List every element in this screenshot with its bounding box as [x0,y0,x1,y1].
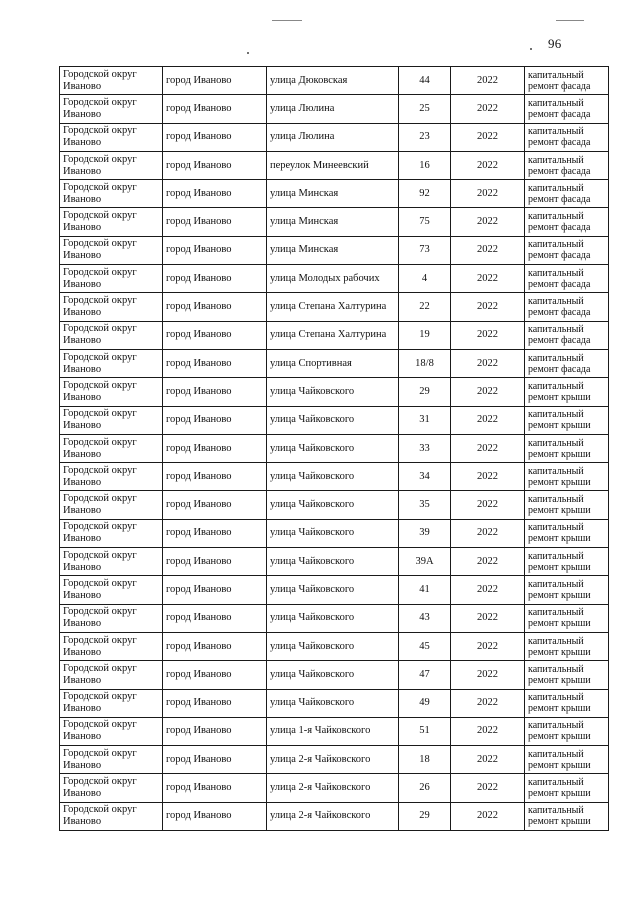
year-cell: 2022 [451,180,525,208]
okrug-cell: Городской округ Иваново [60,689,163,717]
work-type-cell: капитальный ремонт фасада [525,293,609,321]
street-cell: улица Степана Халтурина [267,293,399,321]
work-type-cell: капитальный ремонт фасада [525,151,609,179]
okrug-cell: Городской округ Иваново [60,236,163,264]
work-type-cell: капитальный ремонт фасада [525,208,609,236]
table-row [60,519,609,547]
house-number-cell: 29 [399,802,451,830]
table-row [60,321,609,349]
street-cell: улица Чайковского [267,576,399,604]
table-row [60,151,609,179]
okrug-cell: Городской округ Иваново [60,180,163,208]
scan-dot [530,48,532,50]
work-type-cell: капитальный ремонт крыши [525,406,609,434]
okrug-cell: Городской округ Иваново [60,774,163,802]
house-number-cell: 39 [399,519,451,547]
city-cell: город Иваново [163,321,267,349]
okrug-cell: Городской округ Иваново [60,548,163,576]
work-type-cell: капитальный ремонт фасада [525,321,609,349]
table-row [60,717,609,745]
house-number-cell: 73 [399,236,451,264]
year-cell: 2022 [451,802,525,830]
city-cell: город Иваново [163,349,267,377]
house-number-cell: 29 [399,378,451,406]
city-cell: город Иваново [163,95,267,123]
street-cell: улица Чайковского [267,661,399,689]
house-number-cell: 34 [399,463,451,491]
work-type-cell: капитальный ремонт фасада [525,265,609,293]
table-row [60,802,609,830]
city-cell: город Иваново [163,746,267,774]
house-number-cell: 33 [399,434,451,462]
scan-mark [556,20,584,21]
city-cell: город Иваново [163,151,267,179]
city-cell: город Иваново [163,689,267,717]
work-type-cell: капитальный ремонт крыши [525,519,609,547]
okrug-cell: Городской округ Иваново [60,406,163,434]
table-row [60,434,609,462]
city-cell: город Иваново [163,774,267,802]
street-cell: улица Чайковского [267,378,399,406]
city-cell: город Иваново [163,378,267,406]
street-cell: улица Чайковского [267,689,399,717]
work-type-cell: капитальный ремонт крыши [525,774,609,802]
work-type-cell: капитальный ремонт фасада [525,95,609,123]
house-number-cell: 47 [399,661,451,689]
okrug-cell: Городской округ Иваново [60,95,163,123]
okrug-cell: Городской округ Иваново [60,151,163,179]
city-cell: город Иваново [163,604,267,632]
street-cell: улица Минская [267,236,399,264]
year-cell: 2022 [451,265,525,293]
work-type-cell: капитальный ремонт крыши [525,689,609,717]
year-cell: 2022 [451,548,525,576]
year-cell: 2022 [451,406,525,434]
street-cell: улица Спортивная [267,349,399,377]
house-number-cell: 35 [399,491,451,519]
work-type-cell: капитальный ремонт крыши [525,463,609,491]
work-type-cell: капитальный ремонт крыши [525,746,609,774]
city-cell: город Иваново [163,67,267,95]
city-cell: город Иваново [163,519,267,547]
street-cell: улица 1-я Чайковского [267,717,399,745]
street-cell: улица Дюковская [267,67,399,95]
work-type-cell: капитальный ремонт крыши [525,491,609,519]
house-number-cell: 23 [399,123,451,151]
house-number-cell: 4 [399,265,451,293]
year-cell: 2022 [451,661,525,689]
city-cell: город Иваново [163,463,267,491]
city-cell: город Иваново [163,717,267,745]
table-row [60,576,609,604]
house-number-cell: 16 [399,151,451,179]
house-number-cell: 18 [399,746,451,774]
street-cell: улица Чайковского [267,548,399,576]
city-cell: город Иваново [163,661,267,689]
street-cell: улица Люлина [267,95,399,123]
house-number-cell: 45 [399,632,451,660]
house-number-cell: 43 [399,604,451,632]
table-row [60,67,609,95]
street-cell: улица Чайковского [267,406,399,434]
street-cell: улица 2-я Чайковского [267,746,399,774]
city-cell: город Иваново [163,632,267,660]
table-row [60,463,609,491]
house-number-cell: 39А [399,548,451,576]
table-row [60,95,609,123]
city-cell: город Иваново [163,265,267,293]
street-cell: переулок Минеевский [267,151,399,179]
street-cell: улица Чайковского [267,632,399,660]
year-cell: 2022 [451,689,525,717]
okrug-cell: Городской округ Иваново [60,717,163,745]
house-number-cell: 75 [399,208,451,236]
year-cell: 2022 [451,463,525,491]
house-number-cell: 44 [399,67,451,95]
okrug-cell: Городской округ Иваново [60,349,163,377]
table-row [60,774,609,802]
table-row [60,180,609,208]
city-cell: город Иваново [163,434,267,462]
year-cell: 2022 [451,95,525,123]
table-row [60,236,609,264]
house-number-cell: 51 [399,717,451,745]
street-cell: улица Люлина [267,123,399,151]
okrug-cell: Городской округ Иваново [60,661,163,689]
year-cell: 2022 [451,349,525,377]
table-row [60,604,609,632]
work-type-cell: капитальный ремонт фасада [525,236,609,264]
house-number-cell: 26 [399,774,451,802]
year-cell: 2022 [451,576,525,604]
street-cell: улица Молодых рабочих [267,265,399,293]
okrug-cell: Городской округ Иваново [60,463,163,491]
okrug-cell: Городской округ Иваново [60,491,163,519]
year-cell: 2022 [451,604,525,632]
okrug-cell: Городской округ Иваново [60,208,163,236]
table-row [60,491,609,519]
street-cell: улица Чайковского [267,519,399,547]
house-number-cell: 22 [399,293,451,321]
table-row [60,123,609,151]
street-cell: улица Минская [267,208,399,236]
work-type-cell: капитальный ремонт крыши [525,576,609,604]
street-cell: улица 2-я Чайковского [267,774,399,802]
table-row [60,661,609,689]
city-cell: город Иваново [163,548,267,576]
year-cell: 2022 [451,321,525,349]
street-cell: улица Чайковского [267,491,399,519]
year-cell: 2022 [451,632,525,660]
year-cell: 2022 [451,208,525,236]
city-cell: город Иваново [163,406,267,434]
okrug-cell: Городской округ Иваново [60,576,163,604]
okrug-cell: Городской округ Иваново [60,434,163,462]
city-cell: город Иваново [163,491,267,519]
house-number-cell: 25 [399,95,451,123]
registry-body [60,67,609,831]
year-cell: 2022 [451,236,525,264]
year-cell: 2022 [451,774,525,802]
work-type-cell: капитальный ремонт крыши [525,717,609,745]
house-number-cell: 19 [399,321,451,349]
table-row [60,548,609,576]
registry-table [59,66,609,831]
work-type-cell: капитальный ремонт крыши [525,802,609,830]
work-type-cell: капитальный ремонт фасада [525,349,609,377]
okrug-cell: Городской округ Иваново [60,519,163,547]
city-cell: город Иваново [163,123,267,151]
street-cell: улица Чайковского [267,604,399,632]
work-type-cell: капитальный ремонт крыши [525,661,609,689]
year-cell: 2022 [451,434,525,462]
work-type-cell: капитальный ремонт крыши [525,434,609,462]
table-row [60,378,609,406]
year-cell: 2022 [451,123,525,151]
scan-mark [272,20,302,21]
house-number-cell: 49 [399,689,451,717]
okrug-cell: Городской округ Иваново [60,632,163,660]
year-cell: 2022 [451,378,525,406]
work-type-cell: капитальный ремонт фасада [525,123,609,151]
okrug-cell: Городской округ Иваново [60,67,163,95]
street-cell: улица Степана Халтурина [267,321,399,349]
street-cell: улица 2-я Чайковского [267,802,399,830]
city-cell: город Иваново [163,802,267,830]
year-cell: 2022 [451,717,525,745]
table-row [60,689,609,717]
okrug-cell: Городской округ Иваново [60,378,163,406]
page-number: 96 [548,36,562,51]
house-number-cell: 31 [399,406,451,434]
year-cell: 2022 [451,519,525,547]
city-cell: город Иваново [163,236,267,264]
work-type-cell: капитальный ремонт крыши [525,632,609,660]
house-number-cell: 41 [399,576,451,604]
okrug-cell: Городской округ Иваново [60,265,163,293]
city-cell: город Иваново [163,180,267,208]
city-cell: город Иваново [163,576,267,604]
house-number-cell: 18/8 [399,349,451,377]
year-cell: 2022 [451,151,525,179]
city-cell: город Иваново [163,208,267,236]
table-row [60,293,609,321]
street-cell: улица Чайковского [267,434,399,462]
okrug-cell: Городской округ Иваново [60,293,163,321]
table-row [60,632,609,660]
work-type-cell: капитальный ремонт фасада [525,67,609,95]
table-row [60,208,609,236]
table-row [60,349,609,377]
year-cell: 2022 [451,293,525,321]
okrug-cell: Городской округ Иваново [60,321,163,349]
okrug-cell: Городской округ Иваново [60,604,163,632]
table-row [60,406,609,434]
scan-dot [247,52,249,54]
year-cell: 2022 [451,67,525,95]
street-cell: улица Минская [267,180,399,208]
street-cell: улица Чайковского [267,463,399,491]
okrug-cell: Городской округ Иваново [60,123,163,151]
work-type-cell: капитальный ремонт крыши [525,548,609,576]
okrug-cell: Городской округ Иваново [60,746,163,774]
table-row [60,265,609,293]
year-cell: 2022 [451,746,525,774]
work-type-cell: капитальный ремонт крыши [525,604,609,632]
house-number-cell: 92 [399,180,451,208]
city-cell: город Иваново [163,293,267,321]
year-cell: 2022 [451,491,525,519]
work-type-cell: капитальный ремонт крыши [525,378,609,406]
table-row [60,746,609,774]
okrug-cell: Городской округ Иваново [60,802,163,830]
work-type-cell: капитальный ремонт фасада [525,180,609,208]
